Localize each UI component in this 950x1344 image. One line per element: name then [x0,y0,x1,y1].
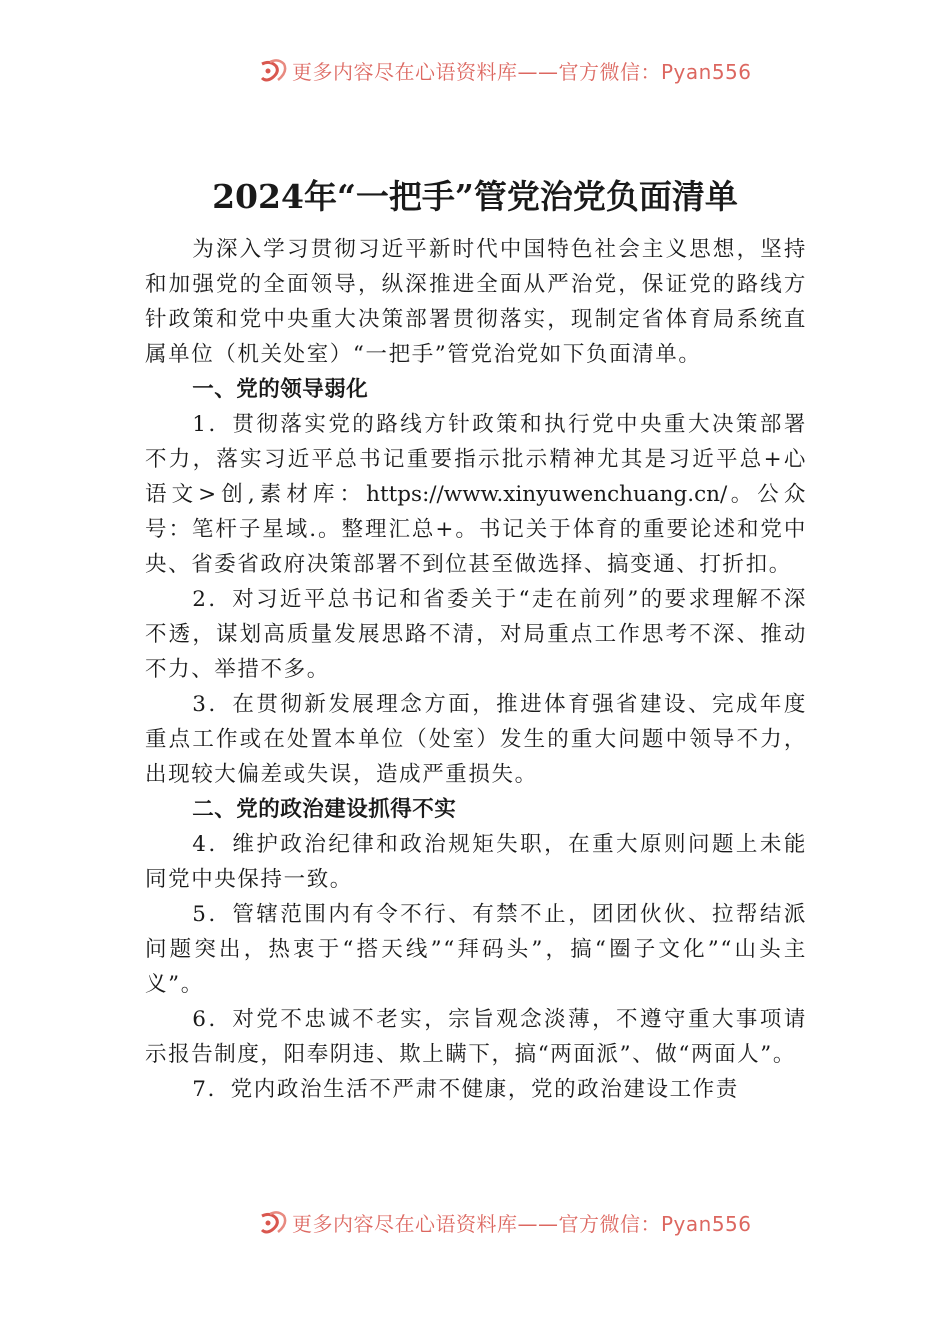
list-item-2: 2．对习近平总书记和省委关于“走在前列”的要求理解不深不透，谋划高质量发展思路不清，对局重点工作思考不深、推动不力、举措不多。 [145,587,807,682]
watermark-footer [0,1204,950,1238]
list-item-3: 3．在贯彻新发展理念方面，推进体育强省建设、完成年度重点工作或在处置本单位（处室）发生的重大问题中领导不力，出现较大偏差或失误，造成严重损失。 [145,692,807,787]
list-item-6: 6．对党不忠诚不老实，宗旨观念淡薄，不遵守重大事项请示报告制度，阳奉阴违、欺上瞒下，搞“两面派”、做“两面人”。 [145,1007,807,1067]
section-heading-1: 一、党的领导弱化 [192,377,369,402]
watermark-text: 更多内容尽在心语资料库——官方微信：Pyan556 [292,1212,752,1236]
list-item-4: 4．维护政治纪律和政治规矩失职，在重大原则问题上未能同党中央保持一致。 [145,832,807,892]
list-item-7: 7．党内政治生活不严肃不健康，党的政治建设工作责 [192,1077,739,1102]
document-title: 2024年“一把手”管党治党负面清单 [212,177,738,216]
document-body [145,232,807,1107]
item1-text-b: 。公众号：笔杆子星域.。整理汇总+。书记关于体育的重要论述和党中央、省委省政府决策部署不到位甚至做选择、搞变通、打折扣。 [145,482,807,577]
item1-text-a: 1．贯彻落实党的路线方针政策和执行党中央重大决策部署不力，落实习近平总书记重要指示批示精神尤其是习近平总+心语文>创,素材库： [145,412,807,507]
intro-paragraph: 为深入学习贯彻习近平新时代中国特色社会主义思想，坚持和加强党的全面领导，纵深推进全面从严治党，保证党的路线方针政策和党中央重大决策部署贯彻落实，现制定省体育局系统直属单位（机关处室）“一把手”管党治党如下负面清单。 [145,237,807,367]
website-link[interactable]: https://www.xinyuwenchuang.cn/ [366,482,728,507]
watermark-header [0,52,950,86]
brand-logo-icon [258,58,288,84]
section-heading-2: 二、党的政治建设抓得不实 [192,797,457,822]
list-item-1 [145,407,807,582]
watermark-text: 更多内容尽在心语资料库——官方微信：Pyan556 [292,60,752,84]
list-item-5: 5．管辖范围内有令不行、有禁不止，团团伙伙、拉帮结派问题突出，热衷于“搭天线”“拜码头”，搞“圈子文化”“山头主义”。 [145,902,807,997]
brand-logo-icon [258,1210,288,1236]
